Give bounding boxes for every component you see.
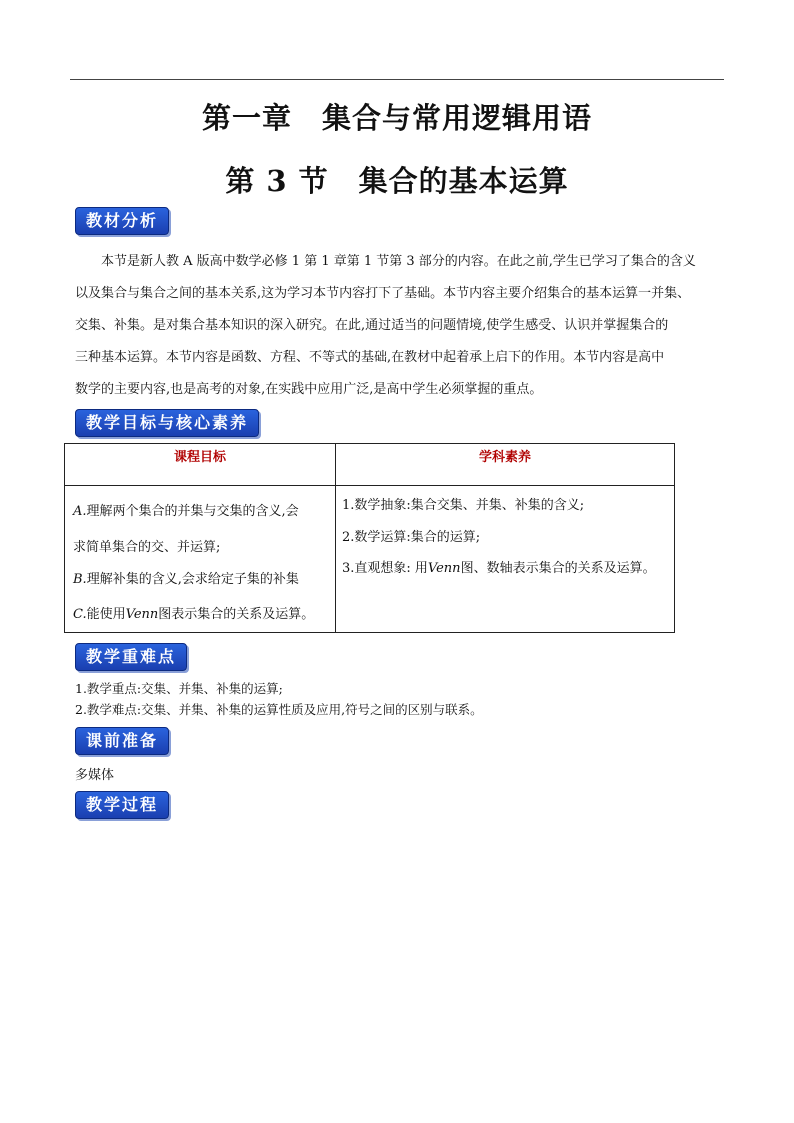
section-title: 第 3 节 集合的基本运算	[225, 164, 569, 198]
analysis-line: 本节是新人教 A 版高中数学必修 1 第 1 章第 1 节第 3 部分的内容。在此之前,学生已学习了集合的含义	[101, 254, 696, 269]
literacy-3-pre: 3.直观想象: 用	[342, 561, 428, 576]
analysis-line: 数学的主要内容,也是高考的对象,在实践中应用广泛,是高中学生必须掌握的重点。	[75, 382, 543, 397]
goal-c-pre: 能使用	[86, 607, 126, 622]
goal-b-mark: B.	[73, 572, 87, 587]
analysis-paragraph	[75, 246, 725, 406]
goal-b-text: 理解补集的含义,会求给定子集的补集	[86, 572, 299, 587]
header-course-goals: 课程目标	[173, 450, 226, 465]
literacy-item: 1.数学抽象:集合交集、并集、补集的含义;	[342, 498, 585, 513]
key-point-item: 2.教学难点:交集、并集、补集的运算性质及应用,符号之间的区别与联系。	[75, 702, 483, 717]
goal-c	[73, 603, 314, 622]
key-point-item: 1.教学重点:交集、并集、补集的运算;	[75, 681, 283, 696]
goal-b	[73, 568, 299, 587]
section-tag-analysis: 教材分析	[75, 207, 169, 235]
goal-a-text: 理解两个集合的并集与交集的含义,会	[86, 504, 299, 519]
goal-c-mark: C.	[73, 607, 87, 622]
chapter-title: 第一章 集合与常用逻辑用语	[201, 101, 592, 135]
section-tag-key-points: 教学重难点	[75, 643, 187, 671]
venn-term: Venn	[125, 607, 159, 622]
section-tag-preparation: 课前准备	[75, 727, 169, 755]
table-divider	[335, 444, 336, 632]
goal-a-cont: 求简单集合的交、并运算;	[73, 540, 221, 555]
goal-a	[73, 500, 299, 519]
section-tag-objectives: 教学目标与核心素养	[75, 409, 259, 437]
goal-c-post: 图表示集合的关系及运算。	[158, 607, 315, 622]
section-tag-process: 教学过程	[75, 791, 169, 819]
venn-term: Venn	[427, 561, 461, 576]
table-divider	[65, 485, 674, 486]
objectives-table	[64, 443, 675, 633]
top-rule	[70, 79, 724, 80]
analysis-line: 三种基本运算。本节内容是函数、方程、不等式的基础,在教材中起着承上启下的作用。本节内容是高中	[75, 350, 665, 365]
literacy-3-post: 图、数轴表示集合的关系及运算。	[460, 561, 656, 576]
preparation-text: 多媒体	[75, 768, 115, 783]
literacy-item: 2.数学运算:集合的运算;	[342, 530, 481, 545]
analysis-line: 以及集合与集合之间的基本关系,这为学习本节内容打下了基础。本节内容主要介绍集合的基本运算一并集、	[75, 286, 691, 301]
literacy-item	[342, 557, 656, 576]
header-core-literacy: 学科素养	[478, 450, 531, 465]
analysis-line: 交集、补集。是对集合基本知识的深入研究。在此,通过适当的问题情境,使学生感受、认识并掌握集合的	[75, 318, 669, 333]
goal-a-mark: A.	[73, 504, 87, 519]
